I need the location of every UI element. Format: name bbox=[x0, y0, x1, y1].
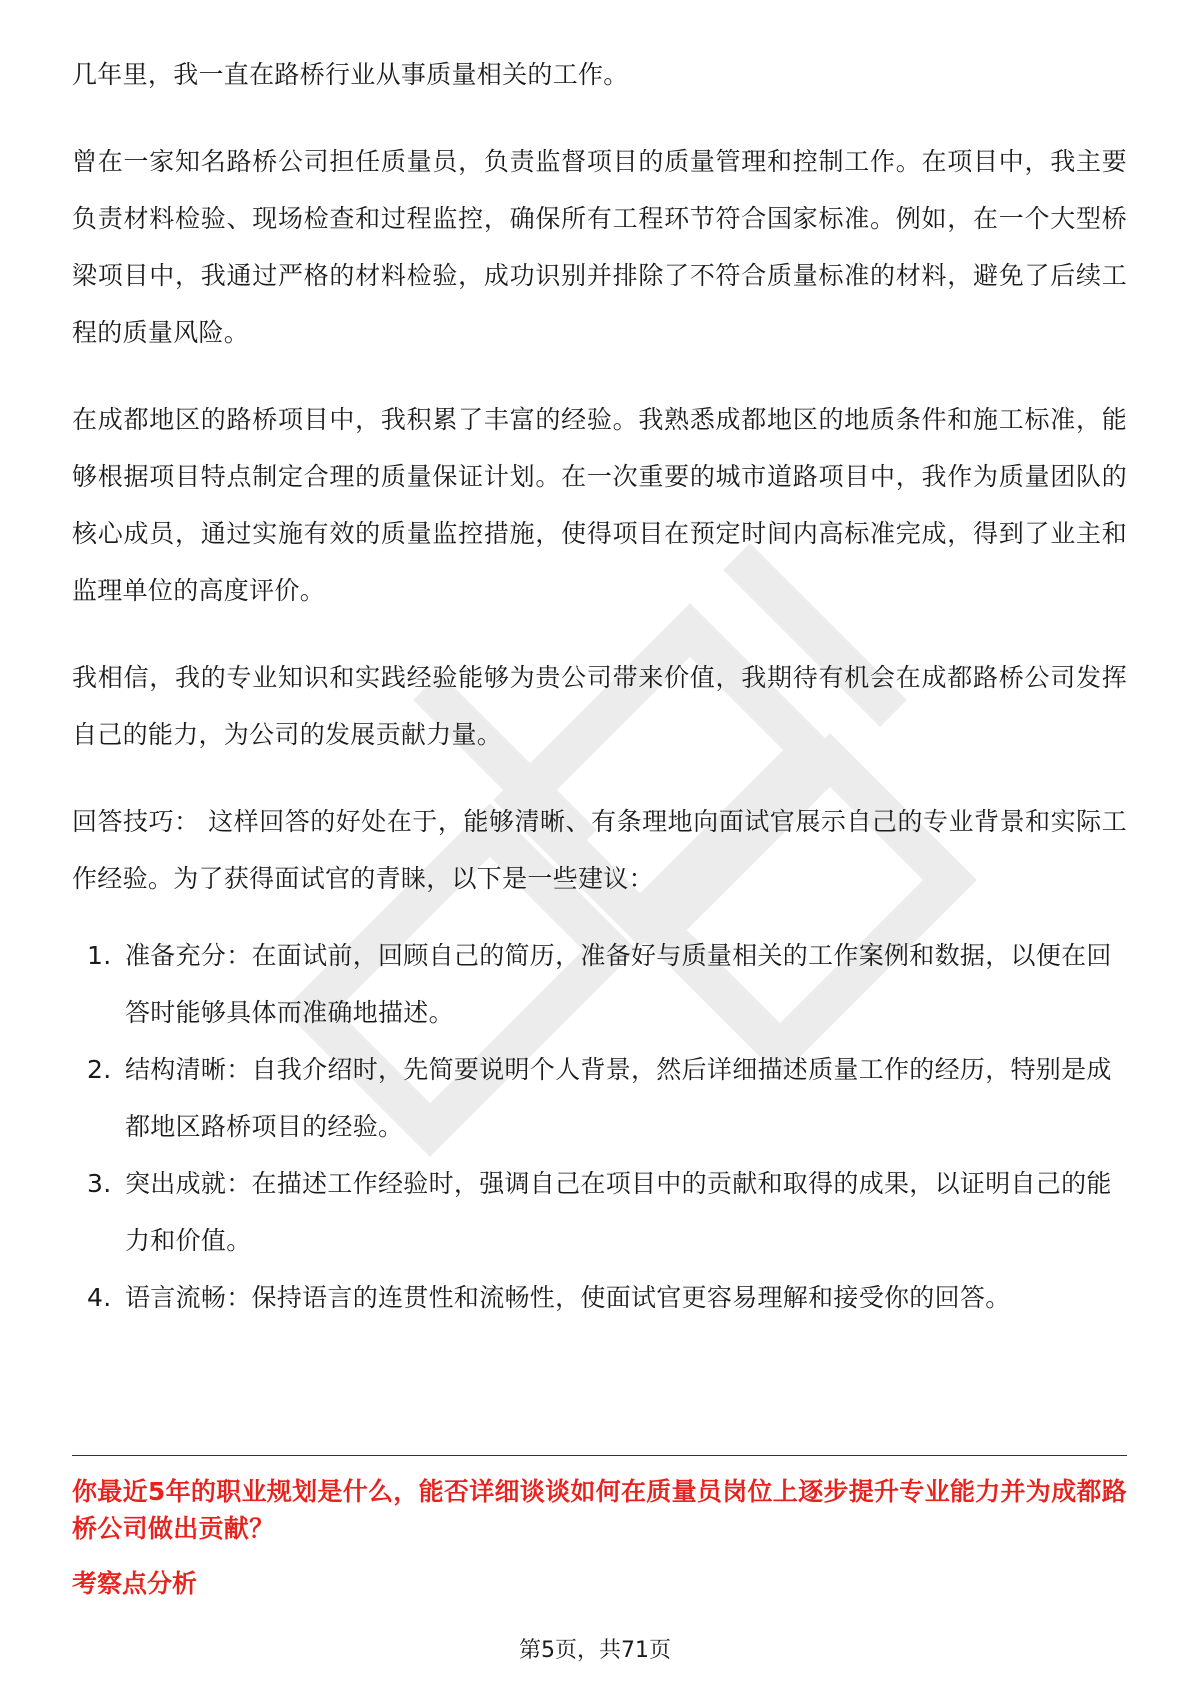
analysis-heading: 考察点分析 bbox=[72, 1569, 198, 1598]
paragraph-1: 几年里，我一直在路桥行业从事质量相关的工作。 bbox=[72, 60, 629, 89]
page-footer: 第5页，共71页 bbox=[519, 1638, 671, 1663]
tips-list bbox=[72, 927, 1127, 1326]
list-item-text: 语言流畅：保持语言的连贯性和流畅性，使面试官更容易理解和接受你的回答。 bbox=[125, 1283, 1011, 1312]
list-item-number: 2. bbox=[87, 1055, 112, 1084]
list-item bbox=[72, 1269, 1127, 1326]
paragraph-4: 我相信，我的专业知识和实践经验能够为贵公司带来价值，我期待有机会在成都路桥公司发挥自己的能力，为公司的发展贡献力量。 bbox=[72, 663, 1127, 749]
list-item-text: 突出成就：在描述工作经验时，强调自己在项目中的贡献和取得的成果，以证明自己的能力和价值。 bbox=[125, 1169, 1112, 1255]
answer-tips-intro: 回答技巧： 这样回答的好处在于，能够清晰、有条理地向面试官展示自己的专业背景和实际工作经验。为了获得面试官的青睐，以下是一些建议： bbox=[72, 807, 1127, 893]
paragraph-3: 在成都地区的路桥项目中，我积累了丰富的经验。我熟悉成都地区的地质条件和施工标准，能够根据项目特点制定合理的质量保证计划。在一次重要的城市道路项目中，我作为质量团队的核心成员，通过实施有效的质量监控措施，使得项目在预定时间内高标准完成，得到了业主和监理单位的高度评价。 bbox=[72, 405, 1127, 605]
list-item-number: 3. bbox=[87, 1169, 112, 1198]
list-item-text: 结构清晰：自我介绍时，先简要说明个人背景，然后详细描述质量工作的经历，特别是成都地区路桥项目的经验。 bbox=[125, 1055, 1112, 1141]
list-item bbox=[72, 927, 1127, 1041]
list-item bbox=[72, 1155, 1127, 1269]
list-item-text: 准备充分：在面试前，回顾自己的简历，准备好与质量相关的工作案例和数据，以便在回答时能够具体而准确地描述。 bbox=[125, 941, 1112, 1027]
interview-question: 你最近5年的职业规划是什么，能否详细谈谈如何在质量员岗位上逐步提升专业能力并为成都路桥公司做出贡献？ bbox=[72, 1477, 1127, 1543]
paragraph-2: 曾在一家知名路桥公司担任质量员，负责监督项目的质量管理和控制工作。在项目中，我主要负责材料检验、现场检查和过程监控，确保所有工程环节符合国家标准。例如，在一个大型桥梁项目中，我通过严格的材料检验，成功识别并排除了不符合质量标准的材料，避免了后续工程的质量风险。 bbox=[72, 147, 1127, 347]
document-body bbox=[72, 46, 1127, 1326]
list-item bbox=[72, 1041, 1127, 1155]
list-item-number: 1. bbox=[87, 941, 112, 970]
list-item-number: 4. bbox=[87, 1283, 112, 1312]
section-divider bbox=[72, 1455, 1127, 1456]
